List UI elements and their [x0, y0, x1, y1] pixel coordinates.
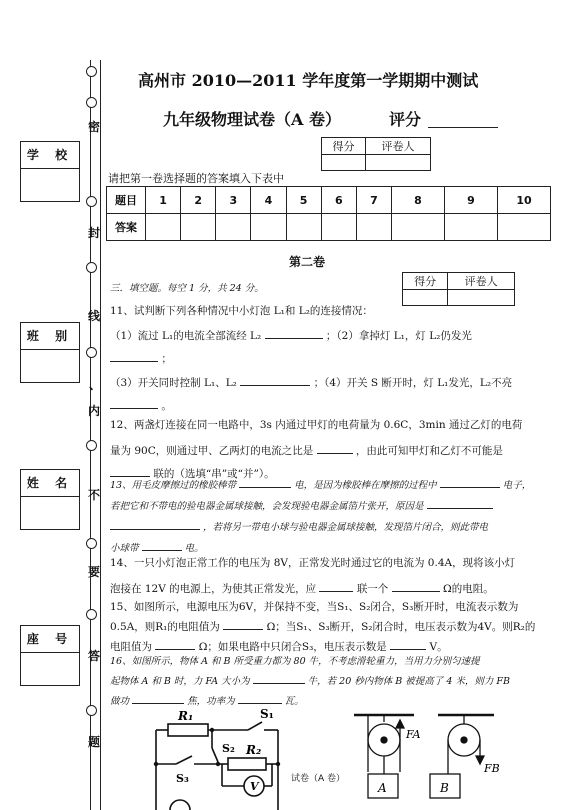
seal-char: 不	[88, 488, 101, 502]
class-input[interactable]	[21, 350, 79, 382]
question-number: 5	[286, 187, 321, 214]
q11-text: （3）开关同时控制 L₁、L₂	[110, 377, 237, 389]
voltmeter-label: V	[250, 780, 259, 793]
q16-text: 起物体 A 和 B 时，力 FA 大小为	[110, 676, 250, 687]
seal-hole	[86, 440, 97, 451]
answer-blank[interactable]	[132, 692, 184, 704]
fb-label: FB	[484, 762, 500, 775]
score-blank[interactable]	[428, 127, 498, 128]
answer-blank[interactable]	[110, 518, 200, 530]
answer-cell[interactable]	[251, 214, 286, 241]
question-13	[110, 476, 555, 556]
seal-char: 要	[88, 565, 101, 579]
question-number: 1	[146, 187, 181, 214]
answer-blank[interactable]	[110, 350, 158, 362]
block-b-label: B	[440, 781, 449, 795]
top-score-table	[321, 137, 431, 171]
seal-line-right	[100, 60, 101, 810]
answer-blank[interactable]	[390, 638, 426, 650]
question-number: 3	[216, 187, 251, 214]
answer-blank[interactable]	[265, 327, 323, 339]
r2-label: R₂	[246, 743, 262, 757]
q13-text: 电。	[184, 543, 204, 554]
q15-text: 0.5A，则R₁的电阻值为	[110, 621, 220, 633]
grader-header: 评卷人	[448, 273, 515, 290]
name-label: 姓 名	[21, 470, 79, 497]
question-number: 6	[321, 187, 356, 214]
seal-line-left	[90, 60, 91, 810]
answer-blank[interactable]	[223, 618, 263, 630]
answer-cell[interactable]	[286, 214, 321, 241]
q14-text: Ω的电阻。	[443, 583, 494, 595]
school-input[interactable]	[21, 169, 79, 201]
answer-blank[interactable]	[239, 476, 291, 488]
q14-line1: 14、一只小灯泡正常工作的电压为 8V，正常发光时通过它的电流为 0.4A，现将该小灯	[110, 557, 516, 569]
seal-char: 答	[88, 649, 101, 663]
answer-blank[interactable]	[238, 692, 282, 704]
answer-blank[interactable]	[319, 580, 353, 592]
score-label: 评分	[389, 110, 422, 129]
class-label: 班 别	[21, 323, 79, 350]
section2-score-table	[402, 272, 515, 306]
q12-text: 联的（选填“串”或“并”）。	[153, 468, 275, 480]
seat-label: 座 号	[21, 626, 79, 653]
answer-blank[interactable]	[317, 442, 353, 454]
answer-blank[interactable]	[110, 397, 158, 409]
answer-blank[interactable]	[240, 374, 310, 386]
exam-subtitle: 九年级物理试卷（A 卷）	[163, 110, 341, 129]
q14-text: 联一个	[356, 583, 389, 595]
answer-cell[interactable]	[216, 214, 251, 241]
score-header: 得分	[403, 273, 448, 290]
grader-header: 评卷人	[365, 138, 430, 155]
q11-text: ；（2）拿掉灯 L₁，灯 L₂仍发光	[325, 330, 472, 342]
school-label: 学 校	[21, 142, 79, 169]
answer-table-row1-label: 题目	[107, 187, 146, 214]
seal-hole	[86, 609, 97, 620]
section2-title: 第二卷	[289, 255, 326, 269]
seat-field	[20, 625, 80, 686]
answer-blank[interactable]	[142, 539, 182, 551]
question-number: 2	[181, 187, 216, 214]
q13-text: ，若将另一带电小球与验电器金属球接触，发现箔片闭合，则此带电	[203, 522, 489, 533]
question-number: 4	[251, 187, 286, 214]
q11-text: （1）流过 L₁的电流全部流经 L₂	[110, 330, 262, 342]
score-header: 得分	[322, 138, 366, 155]
question-12	[110, 418, 555, 482]
question-number: 8	[392, 187, 445, 214]
s1-label: S₁	[260, 707, 274, 721]
question-number: 7	[356, 187, 391, 214]
footer-label: 试卷（A 卷）	[291, 774, 346, 784]
seal-hole	[86, 705, 97, 716]
fa-label: FA	[406, 728, 421, 741]
q12-text: 量为 90C，则通过甲、乙两灯的电流之比是	[110, 445, 314, 457]
s3-label: S₃	[176, 772, 189, 785]
answer-cell[interactable]	[356, 214, 391, 241]
seal-hole	[86, 66, 97, 77]
q16-line1: 16、如图所示，物体 A 和 B 所受重力都为 80 牛，不考虑滑轮重力，当用力分别匀速提	[110, 656, 480, 667]
q15-line1: 15、如图所示，电源电压为6V，并保持不变，当S₁、S₂闭合，S₃断开时，电流表示数为	[110, 601, 519, 613]
question-number: 10	[498, 187, 551, 214]
q13-text: 13、用毛皮摩擦过的橡胶棒带	[110, 480, 237, 491]
seal-char: 线	[88, 309, 101, 323]
instruction: 请把第一卷选择题的答案填入下表中	[108, 172, 284, 185]
q11-text: ；（4）开关 S 断开时，灯 L₁发光，L₂不亮	[313, 377, 513, 389]
name-field	[20, 469, 80, 530]
exam-title: 高州市 2010—2011 学年度第一学期期中测试	[138, 71, 479, 90]
grader-cell[interactable]	[365, 155, 430, 171]
q13-text: 若把它和不带电的验电器金属球接触，会发现验电器金属箔片张开，原因是	[110, 501, 424, 512]
q16-text: 牛，若 20 秒内物体 B 被提高了 4 米，则力 FB	[307, 676, 510, 687]
answer-cell[interactable]	[146, 214, 181, 241]
seal-hole	[86, 538, 97, 549]
answer-blank[interactable]	[392, 580, 440, 592]
circuit-diagram	[150, 706, 290, 810]
answer-cell[interactable]	[392, 214, 445, 241]
q11-text: ；	[161, 353, 172, 365]
s2-label: S₂	[222, 742, 235, 755]
seal-char: 题	[88, 735, 101, 749]
seal-char: 、	[89, 378, 102, 392]
answer-table-row2-label: 答案	[107, 214, 146, 241]
section2-intro: 三．填空题。每空 1 分，共 24 分。	[110, 283, 264, 294]
school-field	[20, 141, 80, 202]
question-15	[110, 600, 555, 655]
q15-text: 电阻值为	[110, 641, 152, 653]
seal-char: 封	[88, 226, 101, 240]
question-14	[110, 556, 555, 597]
seat-input[interactable]	[21, 653, 79, 685]
answer-blank[interactable]	[155, 638, 195, 650]
q12-line1: 12、两盏灯连接在同一电路中，3s 内通过甲灯的电荷量为 0.6C，3min 通过乙灯的电荷	[110, 419, 523, 431]
class-field	[20, 322, 80, 383]
q14-text: 泡接在 12V 的电源上，为使其正常发光，应	[110, 583, 317, 595]
r1-label: R₁	[178, 709, 194, 723]
q11-line1: 11、试判断下列各种情况中小灯泡 L₁和 L₂的连接情况：	[110, 305, 373, 317]
q12-text: ，由此可知甲灯和乙灯不可能是	[355, 445, 503, 457]
seal-char: 内	[88, 404, 101, 418]
question-number: 9	[445, 187, 498, 214]
seal-hole	[86, 262, 97, 273]
answer-cell[interactable]	[445, 214, 498, 241]
answer-cell[interactable]	[181, 214, 216, 241]
q13-text: 电子，	[502, 480, 532, 491]
answer-blank[interactable]	[440, 476, 500, 488]
q15-text: Ω；如果电路中只闭合S₃，电压表示数是	[198, 641, 387, 653]
question-11	[110, 304, 555, 414]
answer-blank[interactable]	[253, 672, 305, 684]
q15-text: Ω；当S₁、S₃断开，S₂闭合时，电压表示数为4V。则R₂的	[266, 621, 536, 633]
answer-blank[interactable]	[427, 497, 493, 509]
question-16	[110, 654, 555, 709]
q16-text: 做功	[110, 696, 130, 707]
block-a-label: A	[378, 781, 387, 795]
answer-cell[interactable]	[498, 214, 551, 241]
seal-char: 密	[88, 120, 101, 134]
q13-text: 小球带	[110, 543, 139, 554]
seal-hole	[86, 347, 97, 358]
q11-text: 。	[161, 400, 172, 412]
answer-cell[interactable]	[321, 214, 356, 241]
q16-text: 瓦。	[284, 696, 304, 707]
answer-table	[106, 186, 551, 241]
seal-hole	[86, 97, 97, 108]
seal-hole	[86, 196, 97, 207]
q16-text: 焦，功率为	[187, 696, 235, 707]
q13-text: 电，是因为橡胶棒在摩擦的过程中	[294, 480, 437, 491]
q15-text: V。	[429, 641, 448, 653]
pulley-diagram	[346, 712, 506, 810]
score-cell[interactable]	[322, 155, 366, 171]
name-input[interactable]	[21, 497, 79, 529]
